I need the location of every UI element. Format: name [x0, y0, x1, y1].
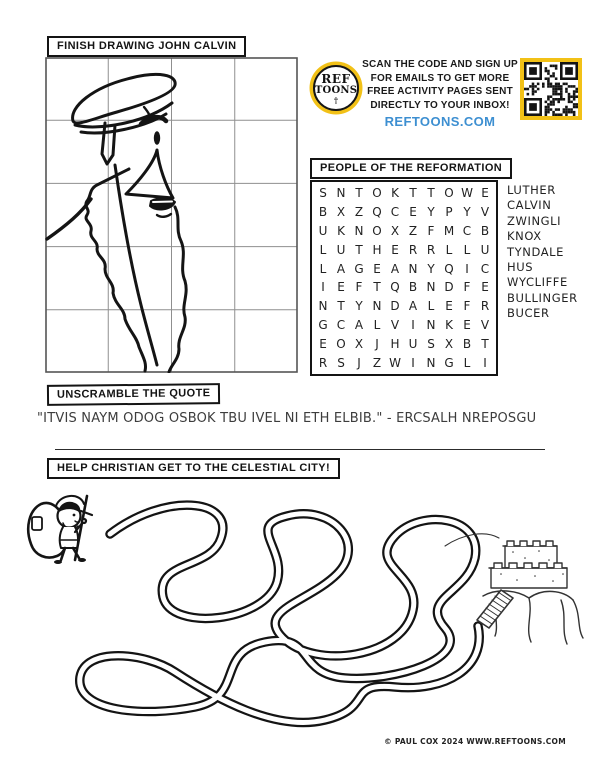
word-list-item: WYCLIFFE — [507, 275, 568, 290]
word-search-letter: S — [427, 336, 435, 351]
word-search-letter: W — [461, 186, 473, 201]
word-search-letter: L — [319, 261, 327, 276]
word-search-letter: F — [355, 280, 363, 295]
scrambled-quote: "ITVIS NAYM ODOG OSBOK TBU IVEL NI ETH ELBIB." - ERCSALH NREPOSGU — [37, 411, 537, 426]
maze-path — [80, 505, 479, 722]
word-search-letter: T — [355, 242, 363, 257]
word-search-letter: B — [480, 223, 490, 238]
word-search-letter: U — [480, 242, 490, 257]
word-search-letter: K — [391, 186, 399, 201]
word-search-letter: Y — [355, 299, 363, 314]
word-search-letter: B — [408, 280, 418, 295]
word-search-letter: N — [426, 317, 436, 332]
word-search-letter: O — [372, 186, 382, 201]
word-search-letter: Q — [444, 261, 454, 276]
word-search-letter: E — [481, 186, 489, 201]
word-search-letter: E — [445, 299, 453, 314]
word-list-item: TYNDALE — [507, 244, 565, 259]
word-search-letter: R — [426, 242, 436, 257]
word-search-letter: U — [318, 223, 328, 238]
promo-line: FREE ACTIVITY PAGES SENT — [367, 86, 513, 97]
word-search-letter: Y — [427, 205, 435, 220]
word-search-letter: E — [373, 261, 381, 276]
word-list-item: ZWINGLI — [507, 213, 562, 228]
word-search-letter: G — [354, 261, 364, 276]
promo-line: FOR EMAILS TO GET MORE — [370, 72, 510, 84]
word-search-letter: Y — [427, 261, 435, 276]
qr-code — [520, 58, 582, 120]
word-search-letter: K — [337, 223, 345, 238]
word-list-item: CALVIN — [507, 198, 552, 213]
word-search-letter: B — [318, 205, 328, 220]
word-search-letter: L — [427, 299, 435, 314]
word-search-letter: C — [336, 317, 346, 332]
word-list-item: LUTHER — [507, 183, 556, 197]
word-search-letter: I — [465, 261, 469, 276]
word-search-letter: H — [390, 336, 400, 351]
word-search-letter: O — [372, 223, 382, 238]
logo-text-bottom: TOONS — [314, 84, 358, 96]
word-search-letter: X — [390, 223, 400, 238]
word-list-item: BULLINGER — [507, 290, 578, 305]
word-search-letter: I — [321, 280, 325, 295]
word-search-letter: Z — [354, 205, 364, 220]
word-search-letter: T — [427, 186, 435, 201]
logo-text-top: REF — [321, 71, 351, 86]
word-search-letter: T — [409, 186, 417, 201]
word-search-letter: U — [408, 336, 418, 351]
word-search-letter: V — [390, 317, 400, 332]
word-search-letter: A — [336, 261, 346, 276]
website-link[interactable]: REFTOONS.COM — [384, 114, 496, 129]
word-search-letter: I — [411, 317, 415, 332]
word-list-item: BUCER — [507, 306, 550, 321]
word-search-letter: T — [373, 280, 381, 295]
word-search-letter: W — [389, 355, 401, 370]
word-search-letter: G — [444, 355, 454, 370]
word-search-letter: Z — [372, 355, 382, 370]
word-search-letter: E — [463, 317, 471, 332]
word-search-letter: E — [481, 280, 489, 295]
calvin-half-portrait — [47, 74, 186, 372]
word-search-letter: E — [391, 242, 399, 257]
word-search-letter: A — [390, 261, 400, 276]
word-search-letter: V — [480, 317, 490, 332]
word-search-grid — [310, 180, 498, 376]
word-search-letter: E — [409, 205, 417, 220]
word-search-letter: L — [445, 242, 453, 257]
word-search-letter: C — [480, 261, 490, 276]
word-search-letter: Q — [390, 280, 400, 295]
word-search-letter: Y — [463, 205, 471, 220]
promo-line: SCAN THE CODE AND SIGN UP — [362, 59, 518, 70]
word-search-letter: L — [319, 242, 327, 257]
word-search-letter: F — [427, 223, 435, 238]
word-search-letter: C — [390, 205, 400, 220]
promo-line: DIRECTLY TO YOUR INBOX! — [370, 99, 510, 111]
word-search-letter: G — [318, 317, 328, 332]
word-search-letter: L — [373, 317, 381, 332]
word-search-letter: J — [375, 336, 379, 351]
word-search-letter: P — [445, 205, 453, 220]
word-search-letter: D — [444, 280, 454, 295]
john-calvin-drawing-grid — [45, 57, 298, 373]
word-search-letter: O — [336, 336, 346, 351]
word-search-letter: E — [319, 336, 327, 351]
word-search-letter: Z — [408, 223, 418, 238]
word-search-letter: X — [354, 336, 364, 351]
word-search-letter: N — [372, 299, 382, 314]
word-search-letter: F — [463, 299, 471, 314]
word-search-letter: I — [483, 355, 487, 370]
word-search-letter: T — [481, 336, 489, 351]
word-search-letter: L — [463, 355, 471, 370]
word-search-letter: R — [480, 299, 490, 314]
maze-illustration — [15, 482, 585, 740]
word-search-letter: N — [426, 280, 436, 295]
word-search-letter: R — [318, 355, 328, 370]
celestial-city-castle — [445, 534, 583, 644]
word-search-letter: S — [337, 355, 345, 370]
christian-character — [28, 496, 92, 564]
word-list — [507, 183, 578, 322]
maze-title: HELP CHRISTIAN GET TO THE CELESTIAL CITY! — [47, 458, 340, 479]
word-search-letter: H — [372, 242, 382, 257]
word-search-letter: Q — [372, 205, 382, 220]
word-search-letter: S — [319, 186, 327, 201]
word-search-letter: K — [445, 317, 453, 332]
word-search-letter: X — [444, 336, 454, 351]
word-search-letter: X — [336, 205, 346, 220]
word-search-letter: F — [463, 280, 471, 295]
word-search-letter: L — [463, 242, 471, 257]
word-search-letter: J — [357, 355, 361, 370]
unscramble-title: UNSCRAMBLE THE QUOTE — [47, 383, 221, 406]
qr-code-pattern — [524, 62, 578, 116]
word-search-letter: D — [390, 299, 400, 314]
word-list-item: HUS — [507, 260, 534, 275]
answer-write-line — [55, 449, 545, 450]
word-search-letter: M — [443, 223, 455, 238]
word-search-letter: R — [408, 242, 418, 257]
word-search-letter: V — [480, 205, 490, 220]
word-search-letter: A — [408, 299, 418, 314]
word-search-title: PEOPLE OF THE REFORMATION — [310, 158, 512, 179]
word-search-letter: C — [462, 223, 472, 238]
word-search-letter: N — [354, 223, 364, 238]
word-list-item: KNOX — [507, 229, 542, 244]
finish-drawing-title: FINISH DRAWING JOHN CALVIN — [47, 36, 246, 57]
word-search-letter: N — [336, 186, 346, 201]
word-search-letter: T — [337, 299, 345, 314]
logo-sword-icon: † — [333, 94, 339, 105]
reftoons-logo — [313, 65, 359, 111]
word-search-letter: N — [318, 299, 328, 314]
word-search-letter: I — [411, 355, 415, 370]
word-search-letter: E — [337, 280, 345, 295]
word-search-letter: N — [426, 355, 436, 370]
word-search-letter: A — [354, 317, 364, 332]
promo-text — [362, 58, 518, 112]
word-search-letter: T — [355, 186, 363, 201]
word-search-letter: B — [462, 336, 472, 351]
word-search-letter: O — [444, 186, 454, 201]
word-search-letter: N — [408, 261, 418, 276]
word-search-letter: U — [336, 242, 346, 257]
copyright-text: © PAUL COX 2024 WWW.REFTOONS.COM — [384, 737, 566, 746]
